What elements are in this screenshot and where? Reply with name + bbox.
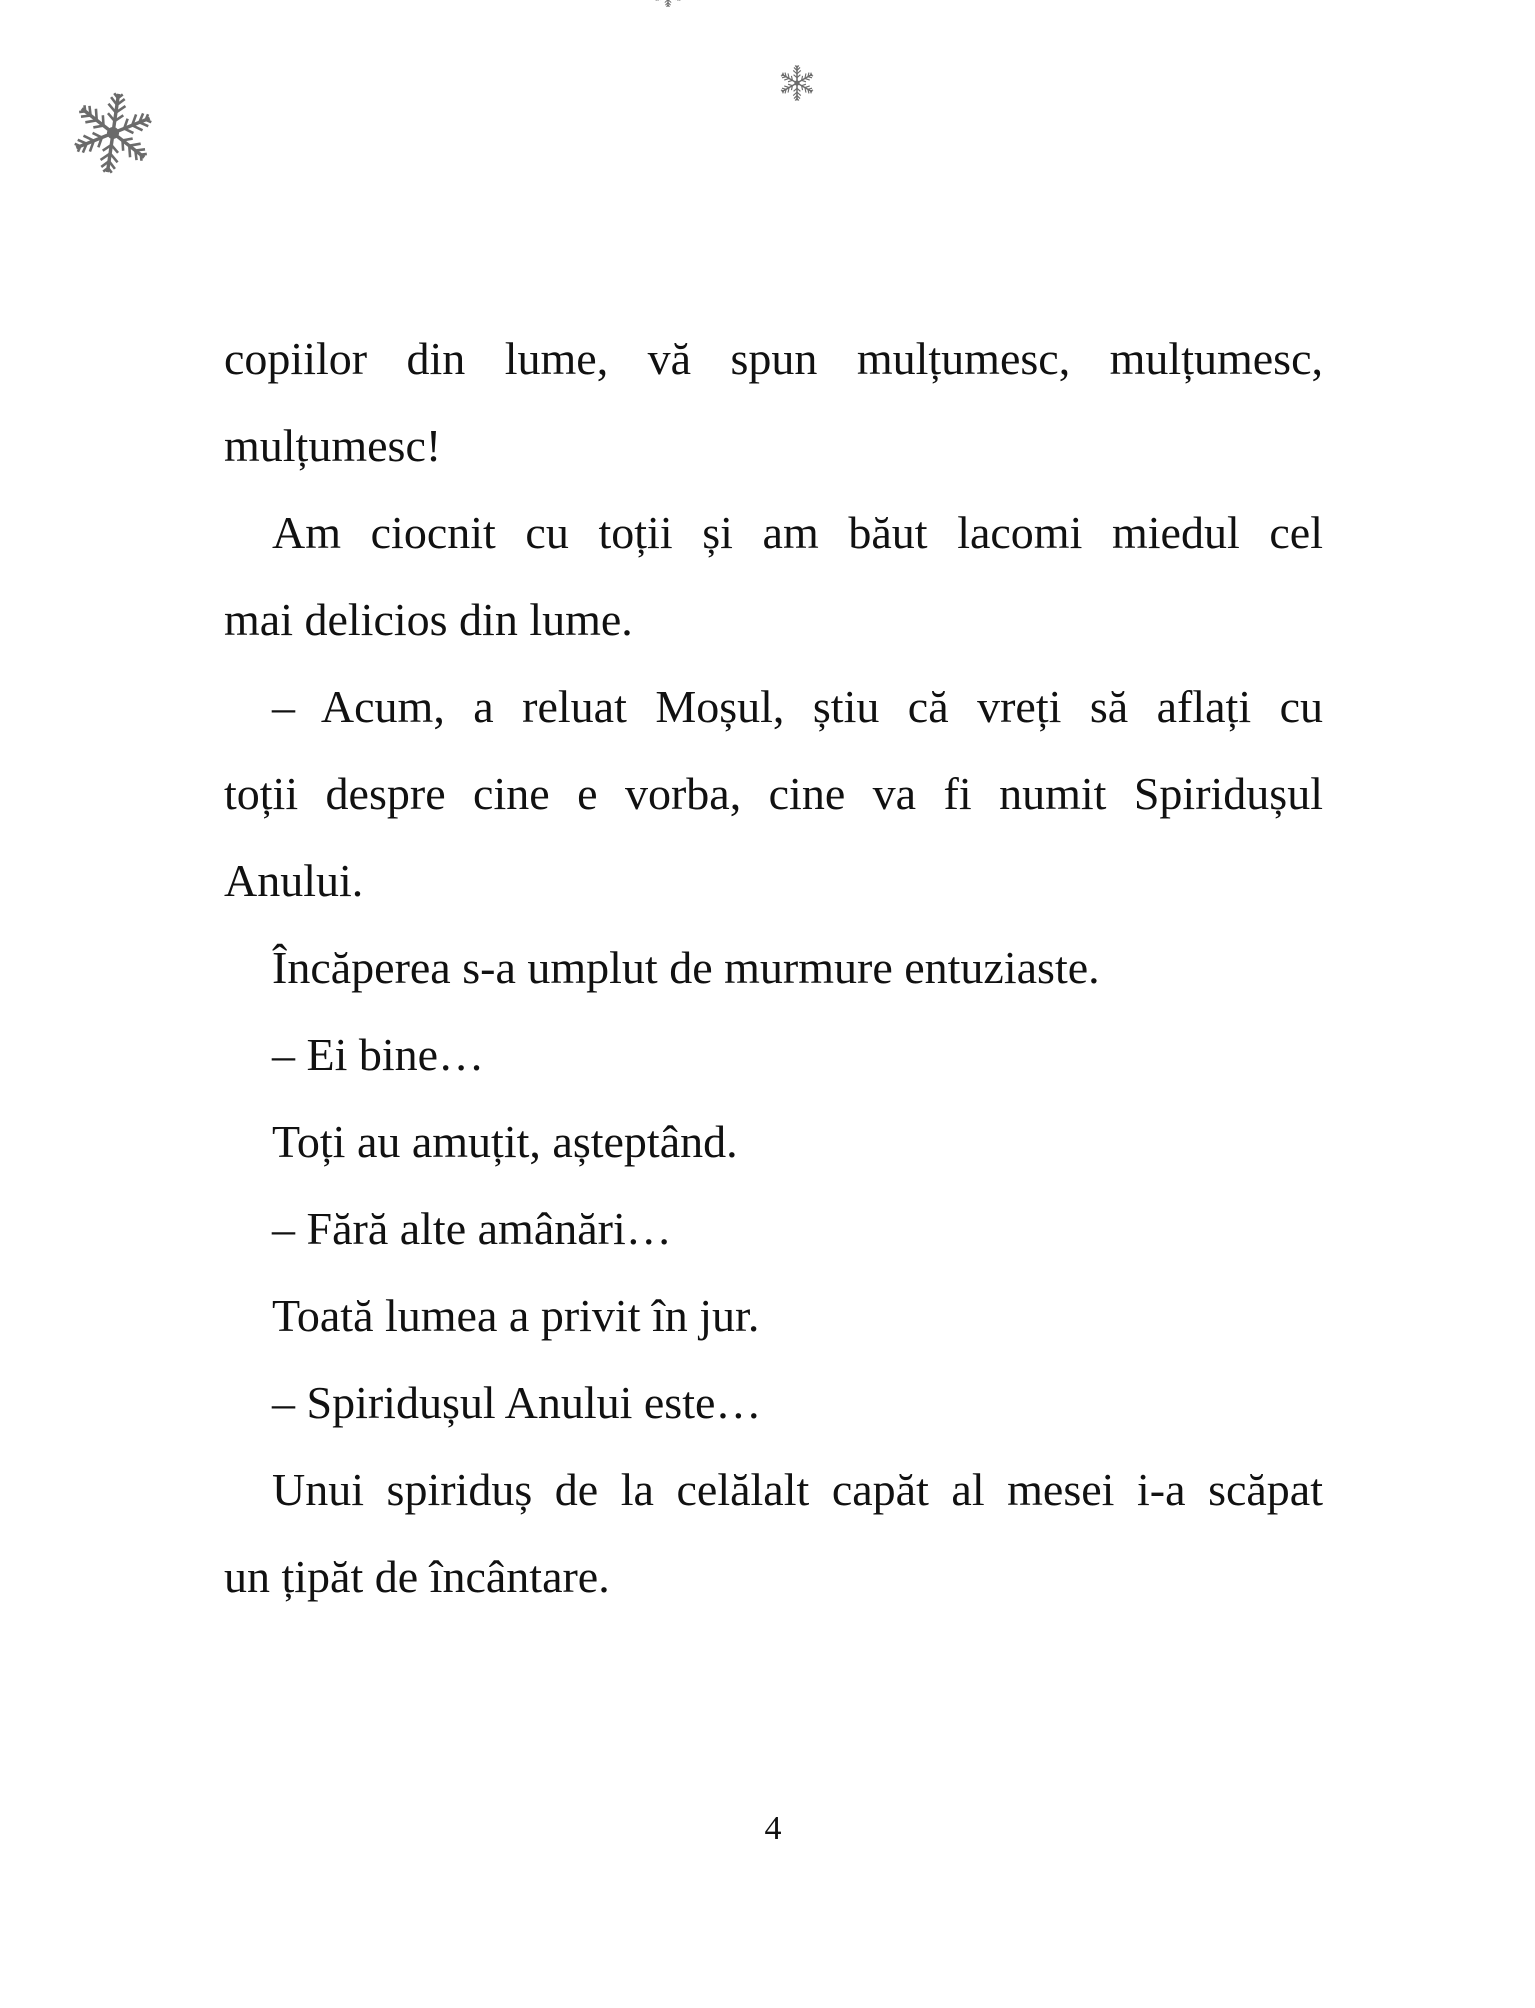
snowflake-icon: [778, 64, 816, 102]
page-number: 4: [764, 1810, 782, 1847]
text-line: mai delicios din lume.: [224, 594, 633, 645]
text-line: – Acum, a reluat Moșul, știu că vreți să aflați cu: [272, 681, 1323, 732]
text-line: un țipăt de încântare.: [224, 1551, 610, 1602]
text-line: – Ei bine…: [272, 1029, 485, 1080]
body-text: [224, 315, 1323, 1620]
snowflake-icon: [70, 90, 156, 176]
text-line: Anului.: [224, 855, 364, 906]
text-line: copiilor din lume, vă spun mulțumesc, mulțumesc,: [224, 333, 1323, 384]
snowflake-icon: [652, 0, 684, 8]
text-line: Unui spiriduș de la celălalt capăt al mesei i-a scăpat: [272, 1464, 1323, 1515]
text-line: Am ciocnit cu toții și am băut lacomi miedul cel: [272, 507, 1323, 558]
text-line: – Fără alte amânări…: [272, 1203, 672, 1254]
text-line: Toți au amuțit, așteptând.: [272, 1116, 738, 1167]
text-line: mulțumesc!: [224, 420, 442, 471]
text-line: toții despre cine e vorba, cine va fi numit Spiridușul: [224, 768, 1323, 819]
text-line: – Spiridușul Anului este…: [272, 1377, 762, 1428]
text-line: Încăperea s-a umplut de murmure entuziaste.: [272, 942, 1100, 993]
text-line: Toată lumea a privit în jur.: [272, 1290, 760, 1341]
